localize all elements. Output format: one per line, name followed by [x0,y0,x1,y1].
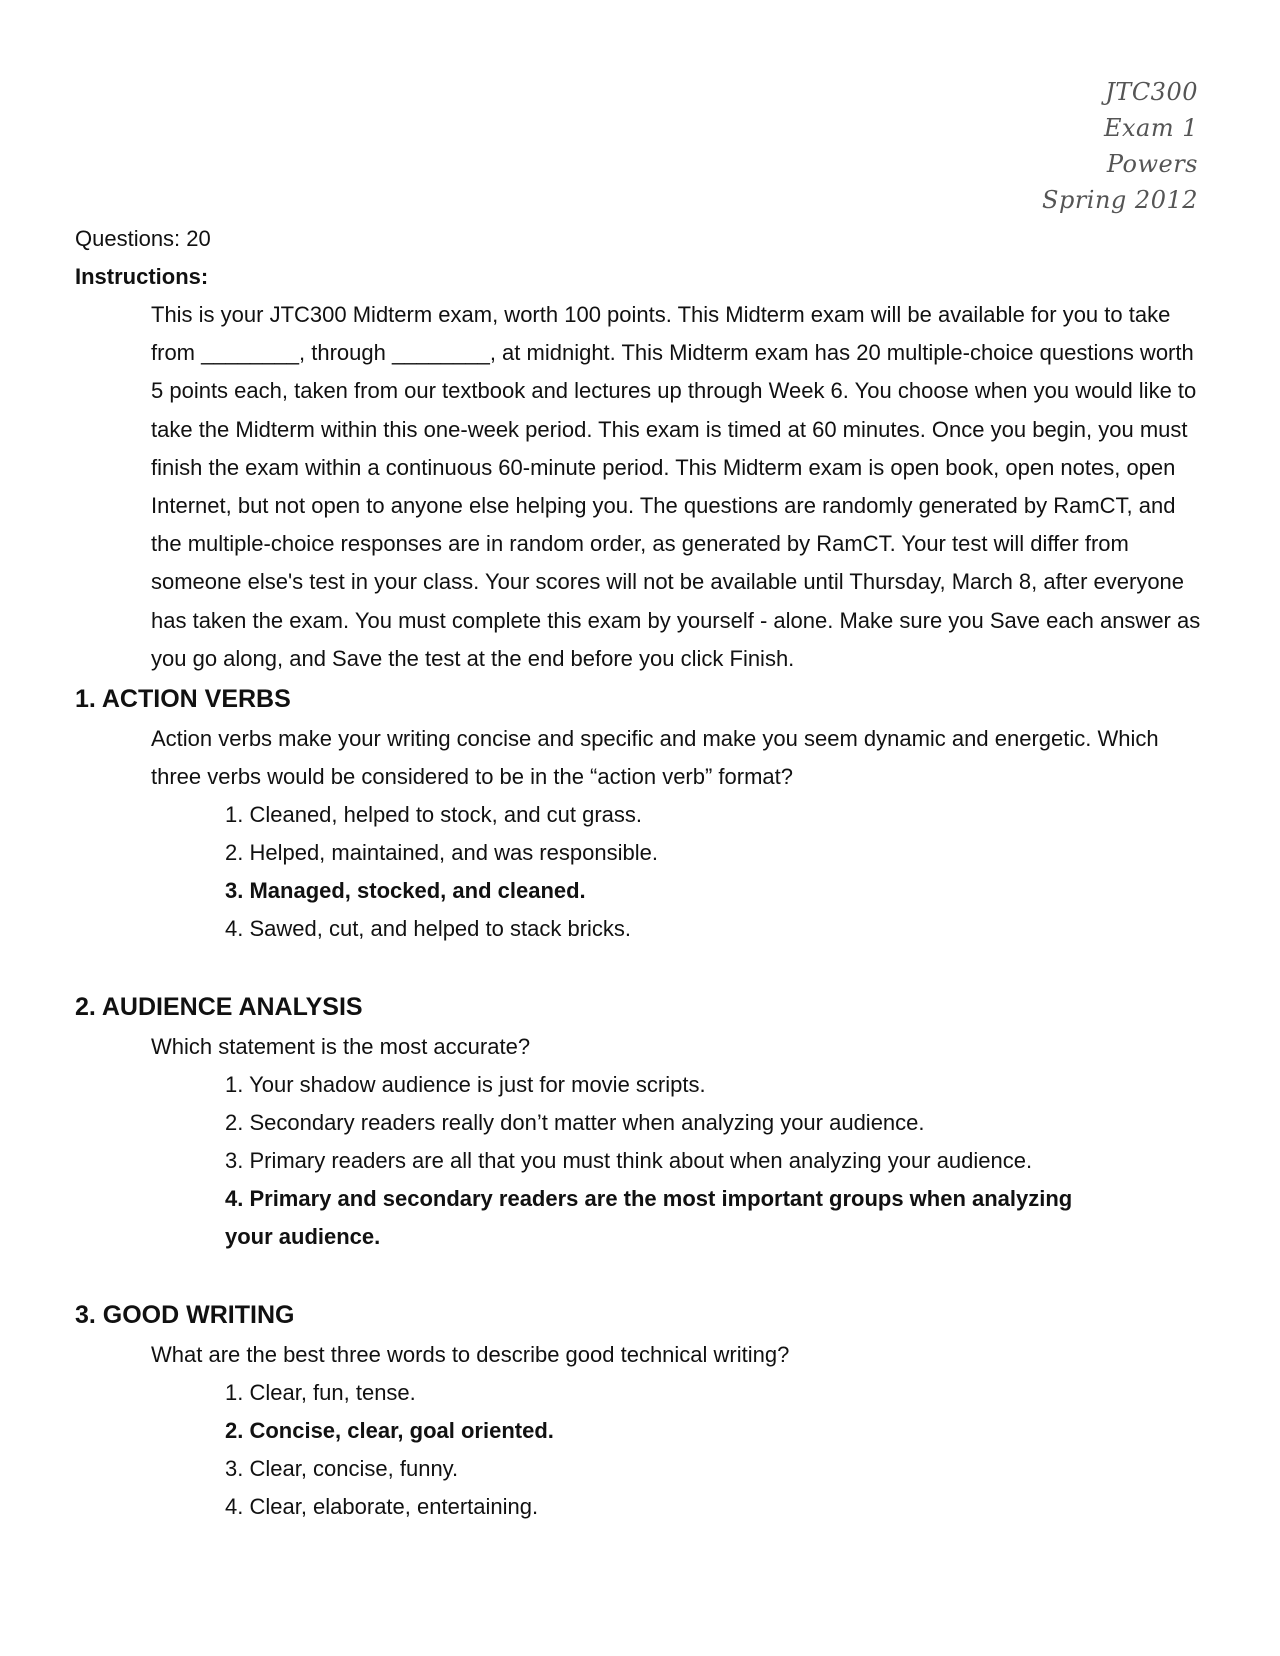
option-item: 4. Sawed, cut, and helped to stack bricks. [225,916,632,942]
option-item: 1. Cleaned, helped to stock, and cut grass. [225,802,643,828]
option-item: 1. Your shadow audience is just for movie scripts. [225,1072,706,1098]
exam-content [75,220,1205,1526]
question-heading: 2. AUDIENCE ANALYSIS [75,993,363,1022]
option-list [225,1374,1205,1526]
option-item: 3. Primary readers are all that you must think about when analyzing your audience. [225,1148,1033,1174]
question-text: Action verbs make your writing concise and specific and make you seem dynamic and energetic. Which three verbs would be considered to be in the “action verb” format? [151,726,1159,790]
option-item: 4. Clear, elaborate, entertaining. [225,1494,539,1520]
instructions-text: This is your JTC300 Midterm exam, worth 100 points. This Midterm exam will be available for you to take from ________, through ________, at midnight. This Midterm exam has 20 multiple-choice questions worth 5 points each, taken from our textbook and lectures up through Week 6. You choose when you would like to take the Midterm within this one-week period. This exam is timed at 60 minutes. Once you begin, you must finish the exam within a continuous 60-minute period. This Midterm exam is open book, open notes, open Internet, but not open to anyone else helping you. The questions are randomly generated by RamCT, and the multiple-choice responses are in random order, as generated by RamCT. Your test will differ from someone else's test in your class. Your scores will not be available until Thursday, March 8, after everyone has taken the exam. You must complete this exam by yourself - alone. Make sure you Save each answer as you go along, and Save the test at the end before you click Finish. [151,302,1201,671]
question-text: Which statement is the most accurate? [151,1034,531,1060]
header-term: Spring 2012 [1042,186,1198,214]
questions-count: Questions: 20 [75,226,211,251]
question-text: What are the best three words to describe good technical writing? [151,1342,790,1368]
header-course: JTC300 [1105,78,1198,106]
option-item: 3. Clear, concise, funny. [225,1456,459,1482]
option-item: 2. Helped, maintained, and was responsible. [225,840,658,866]
correct-option-item: 4. Primary and secondary readers are the most important groups when analyzing your audience. [225,1186,1073,1250]
header-exam: Exam 1 [1103,114,1198,142]
question-1 [75,678,1205,948]
option-list [225,1066,1105,1256]
question-3 [75,1294,1205,1526]
question-2 [75,986,1205,1256]
question-heading: 3. GOOD WRITING [75,1301,295,1330]
question-heading: 1. ACTION VERBS [75,685,291,714]
header-instructor: Powers [1106,150,1198,178]
correct-option-item: 3. Managed, stocked, and cleaned. [225,878,586,904]
correct-option-item: 2. Concise, clear, goal oriented. [225,1418,554,1444]
option-item: 2. Secondary readers really don’t matter when analyzing your audience. [225,1110,925,1136]
instructions-label: Instructions: [75,264,209,289]
option-item: 1. Clear, fun, tense. [225,1380,416,1406]
option-list [225,796,1205,948]
handwritten-header [1042,74,1198,218]
